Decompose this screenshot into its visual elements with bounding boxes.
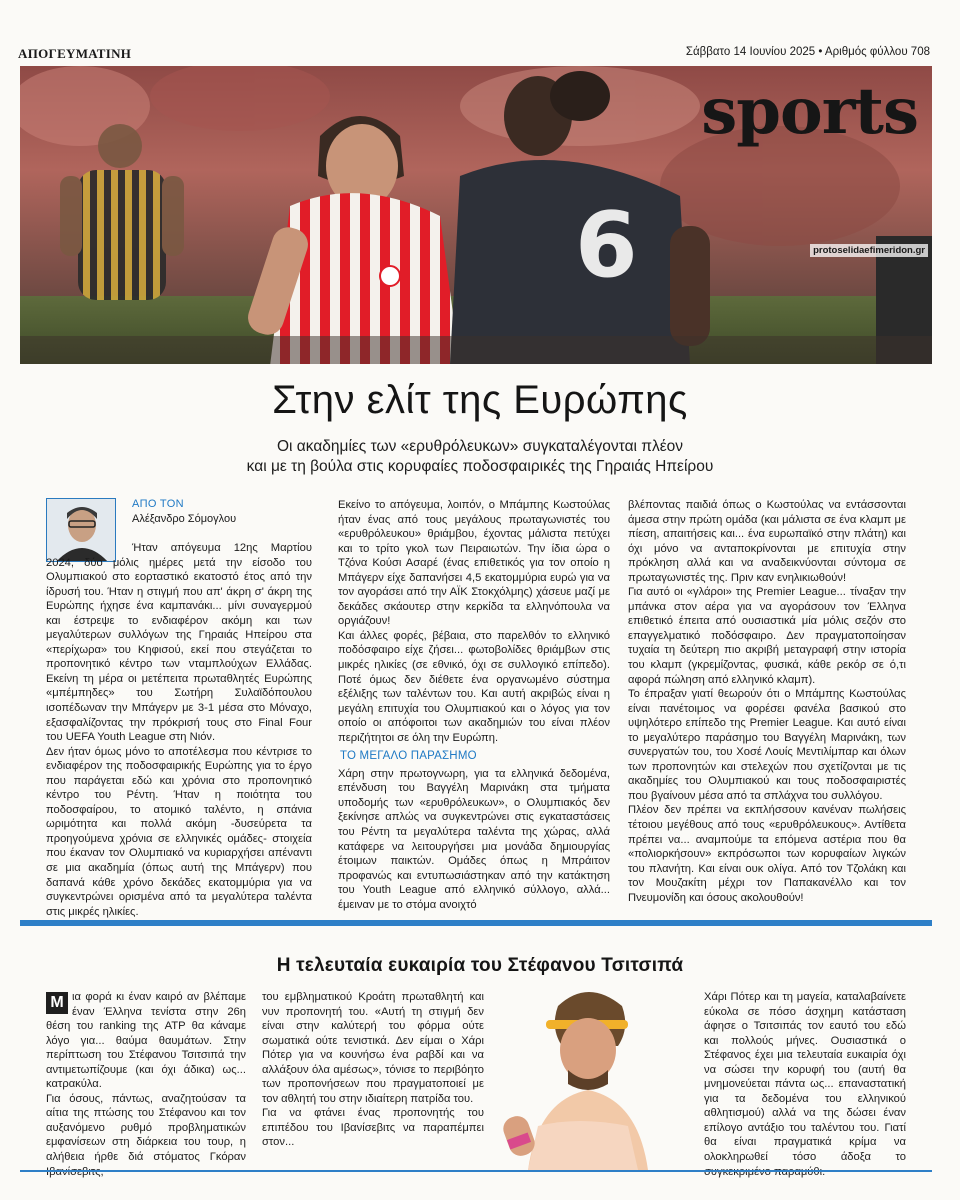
paragraph: Για όσους, πάντως, αναζητούσαν τα αίτια της πτώσης του Στέφανου και τον αυξανόμενο ρυθμό προβληματικών εμφανίσεων στη διάρκεια του τουρ, η αλήθεια ήρθε διά στόματος Γκόραν [46, 1092, 246, 1164]
paragraph: Για να φτάνει ένας προπονητής του επιπέδου του Ιβανίσεβιτς να παραπέμπει στον... [262, 1107, 484, 1149]
section-heading: ΤΟ ΜΕΓΑΛΟ ΠΑΡΑΣΗΜΟ [340, 750, 477, 763]
sports-section-logo: sports [701, 74, 918, 149]
paragraph: Εκείνο το απόγευμα, λοιπόν, ο Μπάμπης Κωστούλας ήταν ένας από τους μεγάλους πρωταγωνιστές του «ερυθρόλευκου» θριάμβου, έχοντας μάλιστα πετύχει και το τρίτο γκολ των Πειραιωτών. Την ίδια ώρα ο Τζόνα Κούσι Ασαρέ (ένας επιθετικός για τον οποίο η Μπάγερν είχε δαπανήσει 4,5 εκατομμύρια ευρώ για να τον αγοράσει από την ΑΪΚ Στοκχόλμης) χάσευε μαζί με δεκάδες σκάουτερ στην κερκίδα τα ελληνόπουλα να οργιάζουν! [338, 499, 610, 628]
shirt-number: 6 [575, 193, 638, 298]
article2-column-2 [262, 990, 484, 1150]
paragraph: Και άλλες φορές, βέβαια, στο παρελθόν το ελληνικό ποδόσφαιρο είχε ζήσει... φωτοβολίδες θριάμβων στις μικρές ηλικίες (σε εθνικό, όχι σε συλλογικό επίπεδο). Ποτέ όμως δεν διέθετε ένα οργανωμένο σύστημα εξέλιξης των ταλέντων του. Και αυτή ακριβώς είναι η μεγάλη επιτυχία του Ολυμπιακού και ο λόγος για τον οποίο οι απόφοιτοι των ακαδημιών του είναι πλέον περιζήτητοι σε όλη την Ευρώπη. [338, 629, 610, 744]
hero-photo [20, 66, 932, 364]
paragraph: βλέποντας παιδιά όπως ο Κωστούλας να εντάσσονται άμεσα στην πρώτη ομάδα (και μάλιστα σε ένα κλαμπ με πίεση, απαιτήσεις και... ένα ευρωπαϊκό στην πλάτη) και όχι μόνο να ανταποκρίνονται με επιτυχία στην πρόκληση αλλά και να αναδεικνύονται σύντομα σε πρωταγωνιστές της. Πριν καν ενηλικιωθούν! [628, 499, 906, 584]
main-headline: Στην ελίτ της Ευρώπης [272, 378, 688, 422]
section-divider [20, 920, 932, 926]
paragraph: Πλέον δεν πρέπει να εκπλήσσουν κανέναν πωλήσεις τέτοιου μεγέθους από τους «ερυθρόλευκους». Αντίθετα πρέπει να... αναμπούμε τα επόμενα αστέρια που θα «πολιορκήσουν» εκπρόσωποι των κορυφαίων λιγκών του πλανήτη. Και είναι ουκ ολίγα. Από τον Τζολάκη και τον Μουζακίτη μέχρι τον Παπακανέλλο και τον Πνευμονίδη και όσους ακολουθούν! [628, 804, 906, 904]
bottom-rule [20, 1170, 932, 1172]
paragraph: του εμβληματικού Κροάτη πρωταθλητή και νυν προπονητή του. «Αυτή τη στιγμή δεν είναι στην καλύτερή του φόρμα ούτε σωματικά ούτε τενιστικά. Δεν είμαι ο Χάρι Πότερ για να κουνήσω ένα ραβδί και να αλλάξουν όλα αμέσως», τόνισε το περιβόητο των προπονήσεων που πραγματοποιεί με τον αθλητή του στην ιδιαίτερη πατρίδα του. [262, 991, 484, 1105]
paragraph: Ήταν απόγευμα 12ης Μαρτίου 2024, δύο μόλις ημέρες μετά την είσοδο του Ολυμπιακού στο εορταστικό εκατοστό έτος από την ίδρυσή του. Ήταν η στιγμή που απ' άκρη σ' άκρη της Ευρώπης ήχησε ένα καμπανάκι... μίνι συναγερμού και έστρεψε το ενδιαφέρον ακόμη και των μεγαλύτερων συλλόγων της Γηραιάς Ηπείρου στα «περίχωρα» του Κηφισού, εκεί που στεγάζεται το προπονητικό κέντρο των νταμπλούχων Ελλάδας. Εκείνη τη μέρα οι μετέπειτα πρωταθλητές Ευρώπης «μπέμπηδες» του Σωτήρη Συλαϊδόπουλου ισοπέδωναν την Μπάγερν με 3-1 μέσα στο Μόναχο, εξασφαλίζοντας την πρόκρισή τους στο Final Four του UEFA Youth League στη Νιόν. [46, 542, 312, 744]
second-headline: Η τελευταία ευκαιρία του Στέφανου Τσιτσιπά [276, 955, 684, 976]
paragraph: Χάρι Πότερ και τη μαγεία, καταλαβαίνετε εύκολα σε πόσο άσχημη κατάσταση άφησε ο Τσιτσιπάς τον εαυτό του εδώ και πολλούς μήνες. Ουσιαστικά ο Στέφανος έχει μια τελευταία ευκαιρία όχι να σώσει την κορυφή του (αυτή θα μνημονεύεται πάντα ως... επαναστατική για τα δεδομένα του ελληνικού αθλητισμού) αλλά να της δώσει έναν επίλογο αντάξιο του ταλέντου του. Γιατί θα είναι πραγματικά κρίμα να ολοκληρωθεί τόσο άδοξα το [704, 991, 906, 1164]
dateline: Σάββατο 14 Ιουνίου 2025 • Αριθμός φύλλου 708 [685, 46, 930, 58]
paragraph: ια φορά κι έναν καιρό αν βλέπαμε έναν Έλληνα τενίστα στην 26η θέση του ranking της ATP θα κάναμε λόγο για... θαύμα θαυμάτων. Στην περίπτωση του Στέφανου Τσιτσιπά την αντιμετωπίζουμε (και όχι άδικα) ως... κατρακύλα. [46, 991, 246, 1091]
subheadline [100, 437, 860, 477]
subhead-line-2: και με τη βούλα στις κορυφαίες ποδοσφαιρικές της Γηραιάς Ηπείρου [246, 458, 714, 475]
paragraph: Δεν ήταν όμως μόνο το αποτέλεσμα που κέντρισε το ενδιαφέρον της ποδοσφαιρικής Ευρώπης για το έργο που παράγεται εδώ και χρόνια στο προπονητικό κέντρο του Ρέντη. Ήταν η ποιότητα του ποδοσφαίρου, το ατομικό ταλέντο, η σπάνια ωριμότητα και πολλά ακόμη -δυσεύρετα τα προηγούμενα χρόνια σε ελληνικές ομάδες- στοιχεία που έκαναν τον Ολυμπιακό να κυριαρχήσει απέναντι σε μια ακαδημία (όπως αυτή της Μπάγερν) που δαπανά κάθε χρόνο δεκάδες εκατομμύρια για να συγκεντρώνει ορισμένα από τα μεγαλύτερα ταλέντα στις μικρές ηλικίες. [46, 745, 312, 918]
byline-label: ΑΠΟ ΤΟΝ [132, 498, 184, 510]
article1-column-2 [338, 498, 610, 912]
article1-column-1 [46, 541, 312, 919]
dropcap: Μ [46, 992, 68, 1014]
subhead-line-1: Οι ακαδημίες των «ερυθρόλευκων» συγκαταλέγονται πλέον [276, 438, 684, 455]
author-name: Αλέξανδρο Σόμογλου [132, 513, 237, 525]
article2-column-1 [46, 990, 246, 1179]
paragraph: Για αυτό οι «γλάροι» της Premier League... τίναξαν την μπάνκα στον αέρα για να αγοράσουν τον Έλληνα επιθετικό έπειτα από ουσιαστικά μία μόλις σεζόν στο επαγγελματικό ποδόσφαιρο. Δεν πραγματοποίησαν τυχαία τη δεύτερη πιο ακριβή μεταγραφή στην ιστορία του κλαμπ (γκρεμίζοντας, φυσικά, κάθε ρεκόρ σε ό,τι αφορά πώληση από ελληνικό κλαμπ). [628, 586, 906, 686]
watermark: protoselidaefimeridon.gr [810, 244, 928, 257]
paragraph: Χάρη στην πρωτογνωρη, για τα ελληνικά δεδομένα, επένδυση του Βαγγέλη Μαρινάκη στα τμήματα υποδομής των «ερυθρόλευκων», ο Ολυμπιακός δεν ξεκίνησε απλώς να συγκεντρώνει στις εγκαταστάσεις του Ρέντη τα μεγαλύτερα ταλέντα της χώρας, αλλά κατάφερε να λειτουργήσει μια μονάδα δημιουργίας έτοιμων παικτών. Ομάδες όπως η Μπράιτον προφανώς και εντυπωσιάστηκαν από την κατάκτηση του Youth League από ελληνικό σύλλογο, αλλά... έμειναν με το στόμα ανοιχτό [338, 767, 610, 911]
article1-column-3 [628, 498, 906, 905]
article2-column-3 [704, 990, 906, 1179]
masthead [18, 46, 940, 62]
newspaper-name: ΑΠΟΓΕΥΜΑΤΙΝΗ [18, 46, 132, 61]
tennis-player-photo [498, 986, 668, 1170]
paragraph: Το έπραξαν γιατί θεωρούν ότι ο Μπάμπης Κωστούλας είναι πανέτοιμος να φορέσει φανέλα βασικού στο υψηλότερο επίπεδο της Premier League. Και αυτό είναι το μεγαλύτερο παράσημο του Βαγγέλη Μαρινάκη, των συνεργατών του, του Χοσέ Λουίς Μεντιλίμπαρ και όλων των προπονητών και στελεχών που σχετίζονται με τις ακαδημίες του Ολυμπιακού και τους ποδοσφαιριστές που βγαίνουν μέσα από τα σπλάχνα του συλλόγου. [628, 688, 906, 802]
